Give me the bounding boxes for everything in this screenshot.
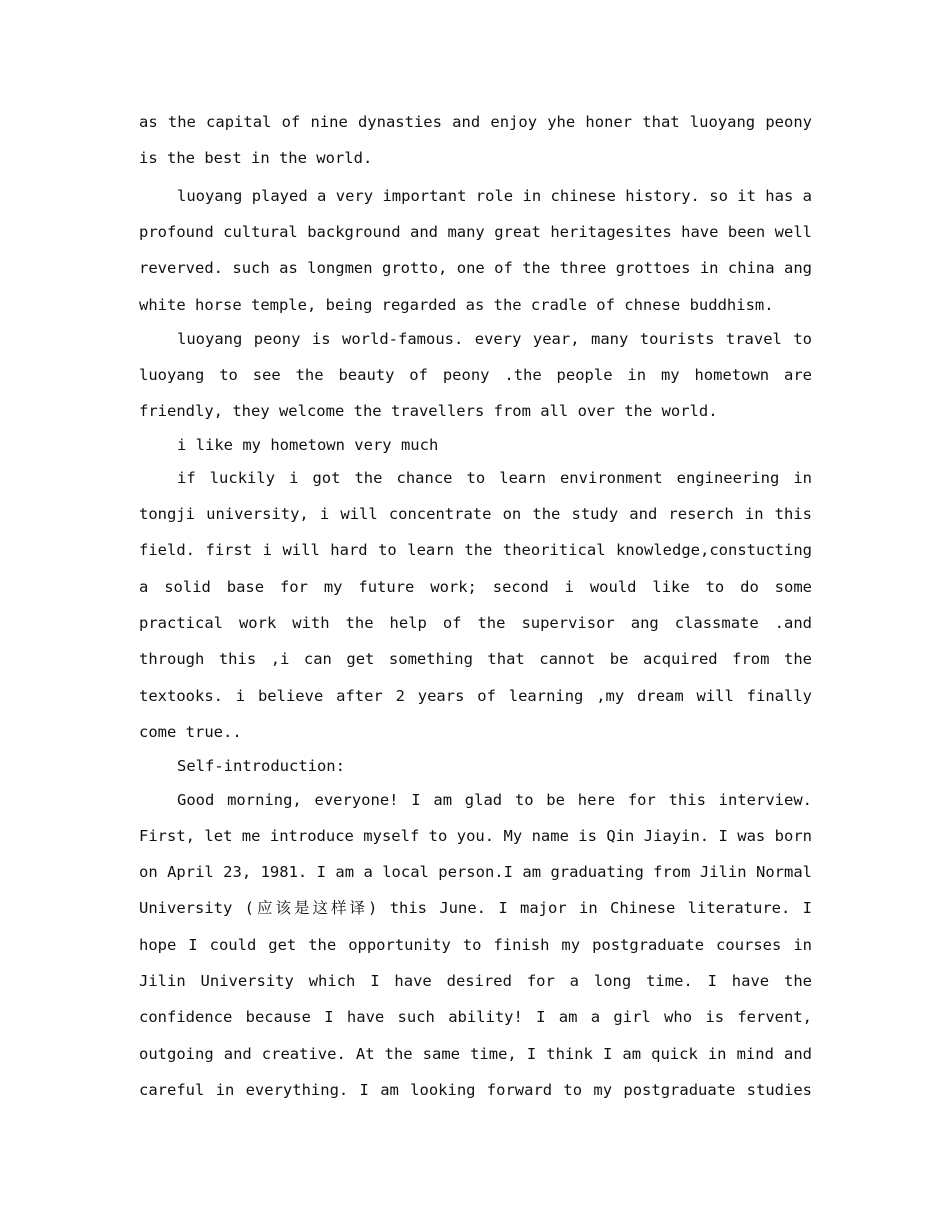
- text-line: outgoing and creative. At the same time, I think I am quick in mind and: [139, 1045, 812, 1063]
- text-line: reverved. such as longmen grotto, one of the three grottoes in china ang: [139, 259, 812, 277]
- text-line: luoyang played a very important role in chinese history. so it has a: [177, 187, 812, 205]
- text-line: hope I could get the opportunity to finish my postgraduate courses in: [139, 936, 812, 954]
- text-line: come true..: [139, 723, 242, 741]
- text-line: a solid base for my future work; second i would like to do some: [139, 578, 812, 596]
- text-line: profound cultural background and many great heritagesites have been well: [139, 223, 812, 241]
- text-line: on April 23, 1981. I am a local person.I am graduating from Jilin Normal: [139, 863, 812, 881]
- text-line: luoyang to see the beauty of peony .the people in my hometown are: [139, 366, 812, 384]
- text-line: University (应该是这样译) this June. I major in Chinese literature. I: [139, 899, 812, 917]
- text-line: confidence because I have such ability! I am a girl who is fervent,: [139, 1008, 812, 1026]
- text-line: field. first i will hard to learn the theoritical knowledge,constucting: [139, 541, 812, 559]
- text-line: careful in everything. I am looking forward to my postgraduate studies: [139, 1081, 812, 1099]
- text-line: if luckily i got the chance to learn environment engineering in: [177, 469, 812, 487]
- text-line: i like my hometown very much: [177, 436, 439, 454]
- text-line: tongji university, i will concentrate on the study and reserch in this: [139, 505, 812, 523]
- text-line: First, let me introduce myself to you. My name is Qin Jiayin. I was born: [139, 827, 812, 845]
- text-line: friendly, they welcome the travellers from all over the world.: [139, 402, 718, 420]
- text-line: through this ,i can get something that cannot be acquired from the: [139, 650, 812, 668]
- text-line: textooks. i believe after 2 years of learning ,my dream will finally: [139, 687, 812, 705]
- text-line: Jilin University which I have desired for a long time. I have the: [139, 972, 812, 990]
- text-line: Good morning, everyone! I am glad to be here for this interview.: [177, 791, 812, 809]
- text-line: Self-introduction:: [177, 757, 345, 775]
- text-line: practical work with the help of the supervisor ang classmate .and: [139, 614, 812, 632]
- text-line: luoyang peony is world-famous. every year, many tourists travel to: [177, 330, 812, 348]
- text-line: white horse temple, being regarded as the cradle of chnese buddhism.: [139, 296, 774, 314]
- text-line: is the best in the world.: [139, 149, 373, 167]
- text-line: as the capital of nine dynasties and enjoy yhe honer that luoyang peony: [139, 113, 812, 131]
